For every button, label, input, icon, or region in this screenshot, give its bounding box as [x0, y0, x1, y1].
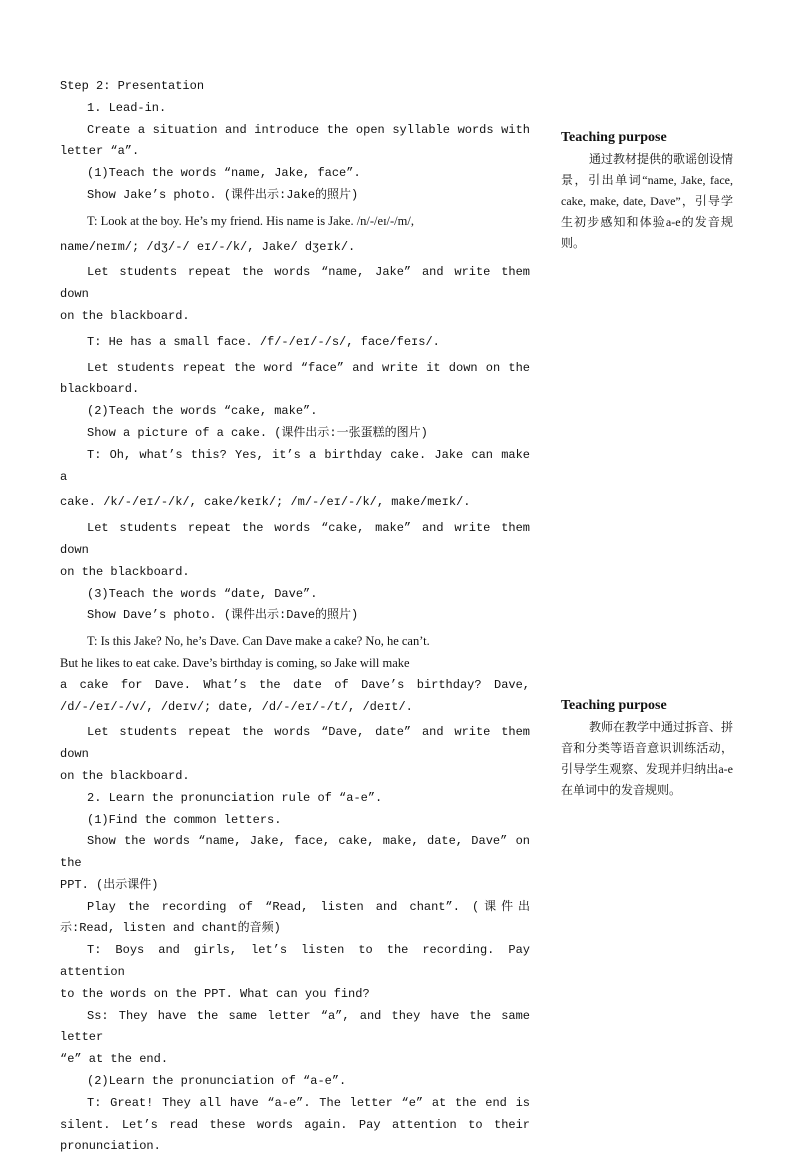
lesson-line: Let students repeat the words “cake, make” and write them down	[60, 521, 530, 557]
lesson-line: Play the recording of “Read, listen and chant”. (课件出	[87, 899, 530, 914]
lesson-line: 1. Lead-in.	[87, 100, 167, 115]
teaching-purpose-note-1	[561, 128, 733, 254]
lesson-line: name/neɪm/; /dʒ/-/ eɪ/-/k/, Jake/ dʒeɪk/.	[60, 239, 356, 254]
lesson-line: Step 2: Presentation	[60, 79, 205, 93]
lesson-line: on the blackboard.	[60, 768, 190, 783]
lesson-line: Let students repeat the words “Dave, date” and write them down	[60, 725, 530, 762]
note-body: 通过教材提供的歌谣创设情景，引出单词“name, Jake, face, cake, make, date, Dave”，引导学生初步感知和体验a-e的发音规则。	[561, 152, 734, 250]
lesson-line: cake. /k/-/eɪ/-/k/, cake/keɪk/; /m/-/eɪ/-/k/, make/meɪk/.	[60, 495, 471, 510]
lesson-line: 示:Read, listen and chant的音频)	[60, 921, 281, 936]
lesson-line: (1)Teach the words “name, Jake, face”.	[87, 166, 361, 181]
lesson-line: letter “a”.	[60, 144, 140, 159]
lesson-line: (3)Teach the words “date, Dave”.	[87, 586, 318, 601]
lesson-line: silent. Let’s read these words again. Pay attention to their	[60, 1117, 530, 1132]
lesson-line: Ss: They have the same letter “a”, and they have the same letter	[60, 1008, 530, 1045]
lesson-line: “e” at the end.	[60, 1052, 169, 1067]
lesson-line: a cake for Dave. What’s the date of Dave’s birthday? Dave,	[60, 677, 530, 692]
lesson-line: T: Great! They all have “a-e”. The letter “e” at the end is	[87, 1095, 530, 1110]
lesson-line: T: Oh, what’s this? Yes, it’s a birthday cake. Jake can make a	[60, 447, 530, 484]
lesson-line: T: Boys and girls, let’s listen to the recording. Pay attention	[60, 943, 530, 980]
lesson-line: pronunciation.	[60, 1139, 161, 1154]
note-body: 教师在教学中通过拆音、拼音和分类等语音意识训练活动，引导学生观察、发现并归纳出a-e在单词中的发音规则。	[561, 720, 734, 797]
lesson-line: PPT. (出示课件)	[60, 877, 159, 892]
note-title: Teaching purpose	[561, 130, 667, 145]
lesson-line: Show Dave’s photo. (课件出示:Dave的照片)	[87, 608, 359, 623]
lesson-line: (2)Learn the pronunciation of “a-e”.	[87, 1074, 347, 1089]
lesson-line: blackboard.	[60, 382, 140, 397]
lesson-content	[60, 76, 530, 1158]
lesson-line: on the blackboard.	[60, 564, 190, 579]
lesson-line: Create a situation and introduce the open syllable words with	[87, 122, 530, 137]
lesson-line: (2)Teach the words “cake, make”.	[87, 404, 318, 419]
lesson-line: Let students repeat the word “face” and write it down on the	[87, 360, 530, 375]
lesson-line: to the words on the PPT. What can you find?	[60, 986, 370, 1001]
lesson-line: T: Look at the boy. He’s my friend. His name is Jake. /n/-/eɪ/-/m/,	[87, 213, 414, 228]
note-title: Teaching purpose	[561, 698, 667, 713]
lesson-line: But he likes to eat cake. Dave’s birthday is coming, so Jake will make	[60, 655, 410, 670]
lesson-line: T: He has a small face. /f/-/eɪ/-/s/, face/feɪs/.	[87, 334, 440, 349]
lesson-line: T: Is this Jake? No, he’s Dave. Can Dave make a cake? No, he can’t.	[87, 634, 430, 649]
lesson-line: Show the words “name, Jake, face, cake, make, date, Dave” on the	[60, 834, 530, 871]
lesson-line: Let students repeat the words “name, Jake” and write them down	[60, 265, 530, 302]
lesson-line: on the blackboard.	[60, 308, 190, 323]
lesson-line: Show Jake’s photo. (课件出示:Jake的照片)	[87, 187, 359, 202]
lesson-line: (1)Find the common letters.	[87, 812, 282, 827]
lesson-line: Show a picture of a cake. (课件出示:一张蛋糕的图片)	[87, 425, 428, 440]
teaching-purpose-note-2	[561, 696, 733, 801]
lesson-line: /d/-/eɪ/-/v/, /deɪv/; date, /d/-/eɪ/-/t/, /deɪt/.	[60, 699, 413, 714]
lesson-line: 2. Learn the pronunciation rule of “a-e”.	[87, 790, 383, 805]
